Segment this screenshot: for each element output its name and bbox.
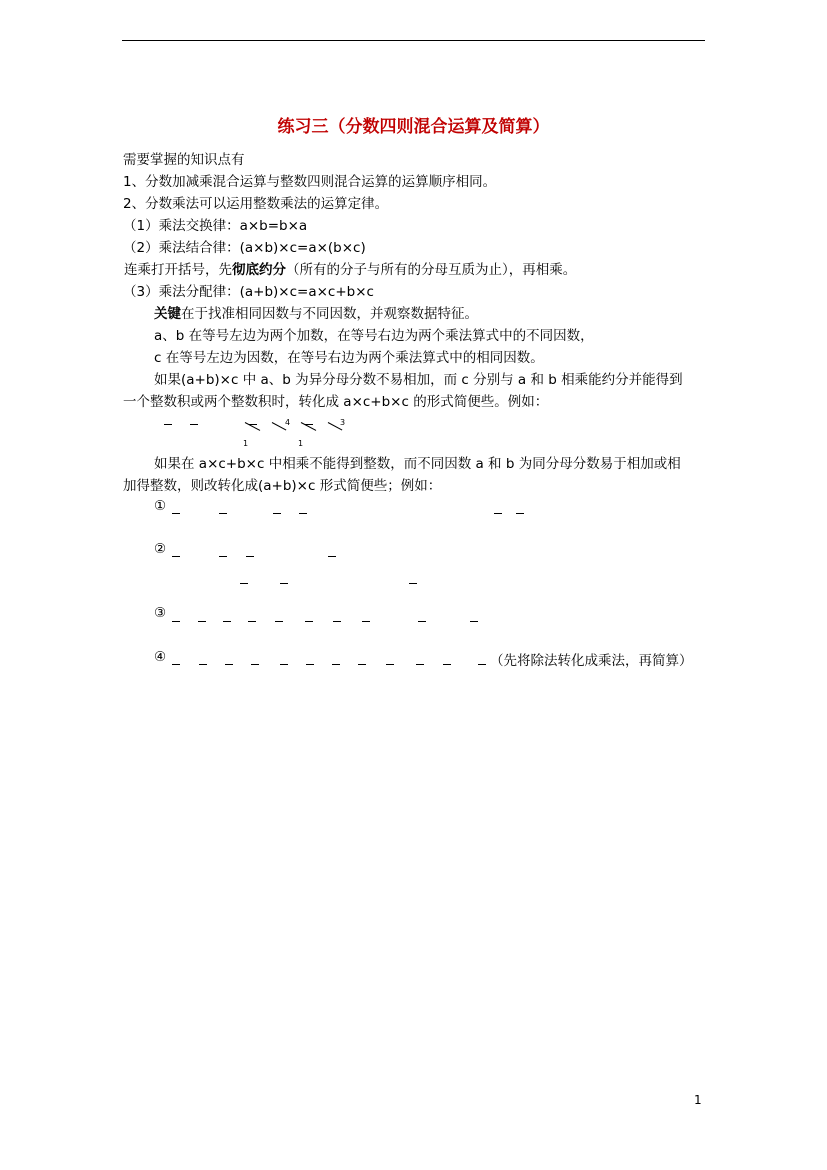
point-1: 1、分数加减乘混合运算与整数四则混合运算的运算顺序相同。: [123, 174, 497, 190]
key-point: 关键在于找准相同因数与不同因数，并观察数据特征。: [154, 306, 478, 322]
law-distributive: （3）乘法分配律：(a+b)×c=a×c+b×c: [123, 284, 374, 300]
page-title: 练习三（分数四则混合运算及简算）: [277, 117, 550, 137]
page-number: 1: [694, 1093, 702, 1107]
law-associative-note: 连乘打开括号，先彻底约分（所有的分子与所有的分母互质为止），再相乘。: [124, 262, 577, 278]
intro-text: 需要掌握的知识点有: [123, 152, 245, 168]
exercise-3-label: ③: [154, 605, 167, 621]
law-associative: （2）乘法结合律：(a×b)×c=a×(b×c): [123, 240, 366, 256]
law-commutative: （1）乘法交换律：a×b=b×a: [123, 218, 308, 234]
cancel-mark-3: 3: [340, 418, 346, 427]
cancel-mark-4: 4: [285, 418, 291, 427]
note-bold-term: 彻底约分: [232, 262, 286, 278]
para1-line1: 如果(a+b)×c 中 a、b 为异分母分数不易相加，而 c 分别与 a 和 b 相乘能约分并能得到: [154, 372, 683, 388]
key-bold-term: 关键: [154, 306, 181, 322]
key-explain-ab: a、b 在等号左边为两个加数，在等号右边为两个乘法算式中的不同因数，: [154, 328, 594, 344]
point-2: 2、分数乘法可以运用整数乘法的运算定律。: [123, 196, 389, 212]
para2-line2: 加得整数，则改转化成(a+b)×c 形式简便些；例如：: [123, 478, 442, 494]
cancel-mark-1b: 1: [298, 439, 304, 448]
exercise-2-label: ②: [154, 541, 167, 557]
para1-line2: 一个整数积或两个整数积时，转化成 a×c+b×c 的形式简便些。例如：: [123, 394, 549, 410]
header-rule: [122, 40, 705, 41]
exercise-4-label: ④: [154, 649, 167, 665]
exercise-4-note: （先将除法转化成乘法，再简算）: [490, 653, 693, 669]
exercise-1-label: ①: [154, 498, 167, 514]
key-explain-c: c 在等号左边为因数，在等号右边为两个乘法算式中的相同因数。: [154, 350, 544, 366]
para2-line1: 如果在 a×c+b×c 中相乘不能得到整数，而不同因数 a 和 b 为同分母分数易于相加或相: [154, 456, 681, 472]
cancel-mark-1a: 1: [243, 439, 249, 448]
